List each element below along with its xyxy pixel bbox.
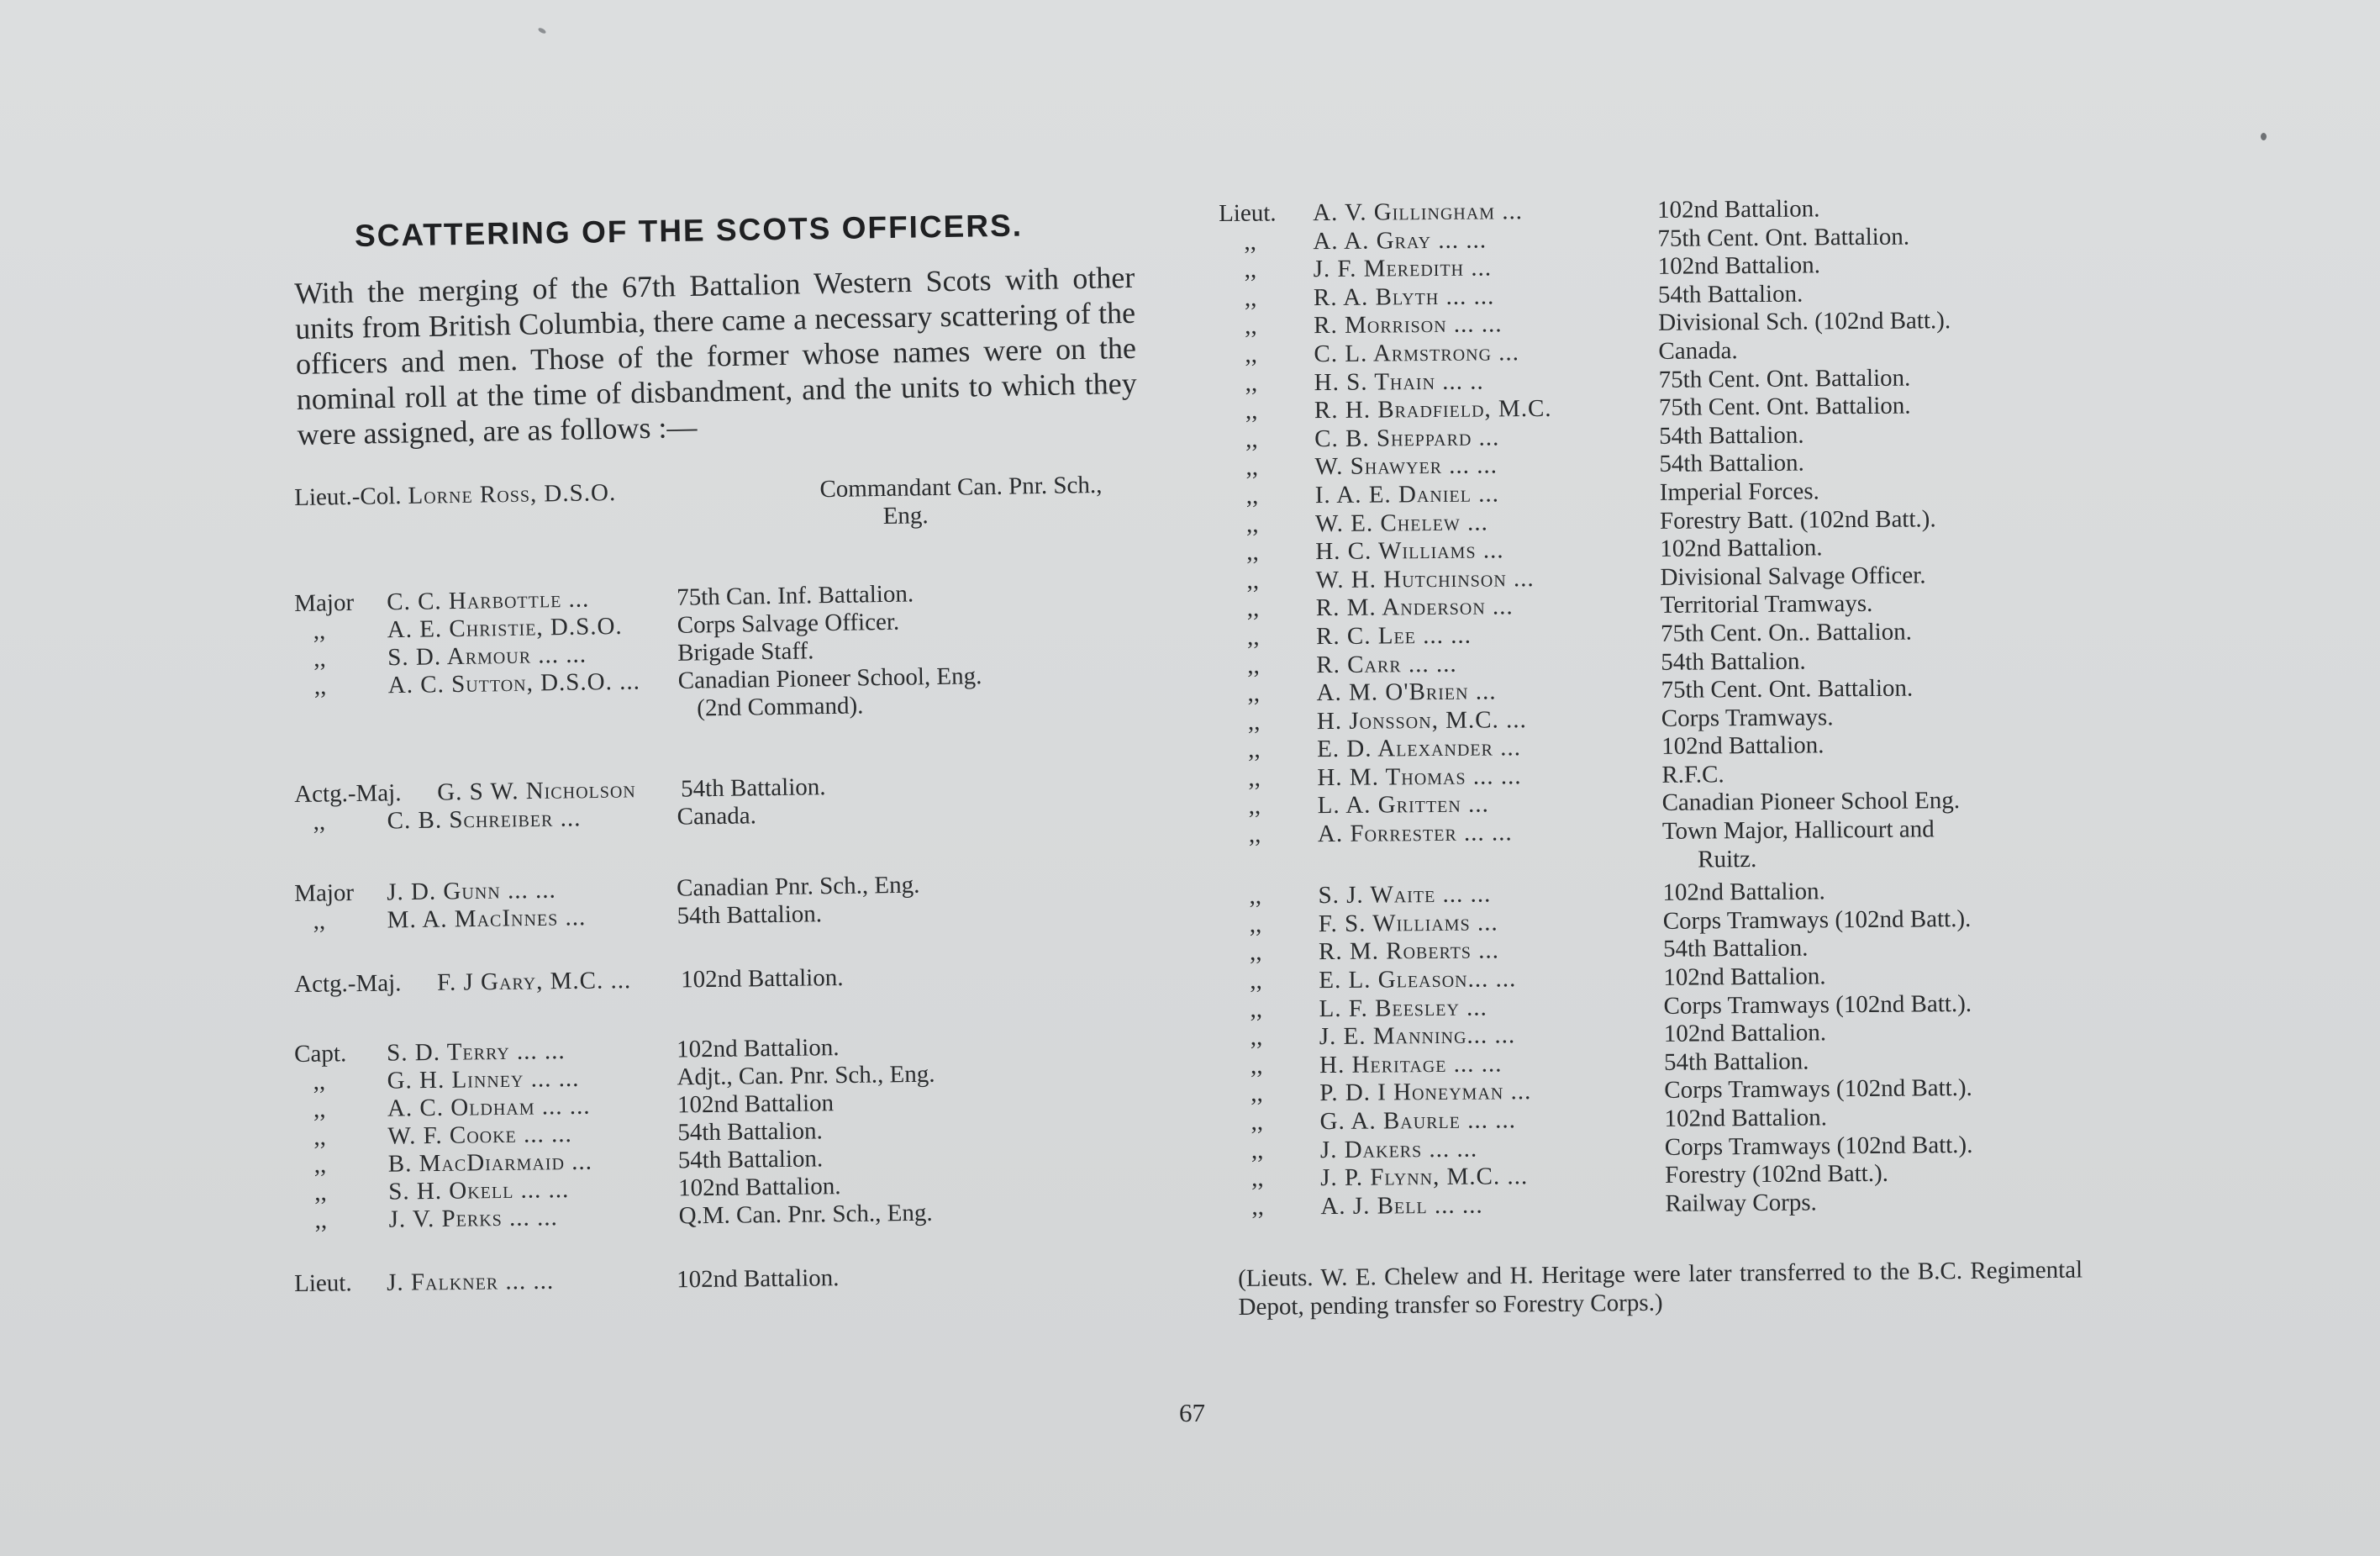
officer-name: A. V. Gillingham ... [1312, 198, 1524, 227]
officer-name: A. M. O'Brien ... [1316, 678, 1497, 707]
assigned-unit: Commandant Can. Pnr. Sch., [819, 471, 1103, 504]
assigned-unit: 75th Cent. Ont. Battalion. [1658, 364, 1911, 393]
officer-rank: ,, [313, 808, 326, 836]
assigned-unit: 54th Battalion. [677, 1117, 823, 1147]
officer-name: G. A. Baurle ... ... [1319, 1106, 1517, 1136]
officer-name [388, 695, 678, 727]
transfer-note: (Lieuts. W. E. Chelew and H. Heritage were later transferred to the B.C. Regimental Depot, pending transfer so Forestry Corps.) [1238, 1256, 2083, 1321]
assigned-unit: Canadian Pioneer School, Eng. [677, 662, 982, 694]
officer-name: G. S W. Nicholson [436, 776, 636, 806]
officer-name: A. C. Oldham ... ... [387, 1092, 591, 1122]
officer-rank: ,, [1245, 369, 1258, 397]
officer-name: F. J Gary, M.C. ... [436, 967, 632, 996]
officer-group [294, 769, 1156, 836]
officer-rank: ,, [1251, 1080, 1263, 1108]
assigned-unit: Corps Tramways. [1661, 703, 1834, 732]
assigned-unit: 102nd Battalion. [1662, 878, 1825, 907]
officer-rank: ,, [1245, 340, 1258, 368]
assigned-unit: 54th Battalion. [1661, 647, 1806, 676]
assigned-unit: (2nd Command). [697, 692, 864, 722]
assigned-unit: 102nd Battalion. [1663, 963, 1826, 991]
officer-name: W. H. Hutchinson ... [1315, 564, 1535, 593]
officer-rank: ,, [1244, 284, 1257, 312]
paper-speck [537, 27, 546, 34]
officer-name: B. MacDiarmaid ... [387, 1147, 593, 1178]
officer-name: I. A. E. Daniel ... [1314, 480, 1500, 509]
officer-rank: ,, [1250, 967, 1262, 994]
officer-name: C. B. Sheppard ... [1314, 424, 1500, 452]
officer-name: C. L. Armstrong ... [1314, 339, 1520, 368]
officer-rank: ,, [1244, 228, 1257, 256]
officer-group [294, 960, 1156, 999]
assigned-unit: 102nd Battalion. [676, 1034, 840, 1063]
page-title: SCATTERING OF THE SCOTS OFFICERS. [354, 208, 1024, 253]
assigned-unit: Eng. [882, 502, 929, 530]
officer-rank: ,, [1245, 453, 1259, 482]
assigned-unit: Q.M. Can. Pnr. Sch., Eng. [678, 1199, 933, 1230]
assigned-unit: 75th Cent. Ont. Battalion. [1661, 674, 1914, 704]
officer-rank: ,, [313, 1123, 327, 1151]
officer-name: H. M. Thomas ... ... [1317, 762, 1522, 791]
officer-rank: ,, [1251, 1193, 1265, 1221]
assigned-unit: 54th Battalion. [680, 773, 826, 803]
officer-rank: ,, [1246, 594, 1260, 623]
officer-rank: ,, [1245, 397, 1258, 425]
officer-name: W. F. Cooke ... ... [387, 1120, 572, 1150]
officer-name: F. S. Williams ... [1318, 909, 1498, 937]
assigned-unit: 102nd Battalion. [677, 1173, 841, 1202]
officer-name: J. Dakers ... ... [1319, 1135, 1478, 1163]
officer-name: A. E. Christie, D.S.O. [387, 612, 623, 644]
officer-name: W. E. Chelew ... [1314, 509, 1488, 537]
officer-rank [295, 510, 388, 540]
officer-rank [296, 699, 389, 729]
officer-name: C. C. Harbottle ... [386, 585, 590, 616]
officer-rank: Actg.-Maj. [294, 969, 402, 998]
assigned-unit: Forestry (102nd Batt.). [1665, 1159, 1889, 1189]
assigned-unit: Divisional Sch. (102nd Batt.). [1658, 307, 1951, 337]
officer-row [294, 960, 1156, 999]
assigned-unit: 102nd Battalion. [676, 1264, 840, 1294]
assigned-unit: 102nd Battalion. [1663, 1019, 1827, 1048]
officer-rank: ,, [1249, 939, 1262, 967]
officer-name: J. V. Perks ... ... [388, 1204, 559, 1233]
assigned-unit: 54th Battalion. [1659, 449, 1804, 478]
officer-name: P. D. I Honeyman ... [1319, 1078, 1532, 1107]
officer-rank: Lieut. [1219, 199, 1277, 227]
officer-rank: ,, [1248, 736, 1261, 764]
officer-name: J. Falkner ... ... [386, 1267, 555, 1296]
officer-name: A. C. Sutton, D.S.O. ... [387, 667, 641, 699]
officer-rank: ,, [1251, 1137, 1264, 1164]
officer-name: R. M. Roberts ... [1318, 936, 1500, 966]
officer-name: Lorne Ross, D.S.O. [408, 478, 617, 509]
officer-name: H. S. Thain ... .. [1314, 367, 1484, 396]
officer-name: L. A. Gritten ... [1317, 790, 1489, 820]
right-officer-list [1219, 193, 2109, 1222]
officer-name: J. E. Manning... ... [1319, 1021, 1516, 1051]
officer-name: A. Forrester ... ... [1317, 819, 1513, 848]
officer-rank [1224, 849, 1318, 878]
assigned-unit: 54th Battalion. [677, 900, 823, 930]
officer-name: S. D. Terry ... ... [386, 1037, 566, 1067]
assigned-unit: 75th Cent. Ont. Battalion. [1657, 223, 1910, 252]
officer-rank: ,, [1251, 1108, 1264, 1136]
officer-name: W. Shawyer ... ... [1314, 451, 1498, 481]
assigned-unit: Canadian Pnr. Sch., Eng. [676, 871, 920, 902]
officer-rank: ,, [1248, 764, 1261, 792]
assigned-unit: Brigade Staff. [677, 637, 814, 667]
assigned-unit: Corps Tramways (102nd Batt.). [1664, 1074, 1972, 1105]
officer-name: E. L. Gleason... ... [1319, 965, 1517, 994]
assigned-unit: 102nd Battalion [677, 1089, 835, 1119]
assigned-unit: 54th Battalion. [677, 1145, 824, 1174]
paper-speck [2261, 133, 2267, 140]
officer-rank: Major [294, 588, 355, 617]
officer-group [294, 471, 1156, 540]
officer-rank: ,, [314, 1206, 328, 1234]
officer-rank: ,, [1250, 1052, 1263, 1079]
officer-name: C. B. Schreiber ... [387, 804, 582, 835]
officer-rank: ,, [1244, 256, 1257, 283]
officer-rank: ,, [1245, 425, 1258, 453]
assigned-unit: 102nd Battalion. [680, 964, 844, 994]
assigned-unit: Corps Salvage Officer. [677, 608, 900, 639]
officer-rank: Lieut.-Col. [294, 483, 402, 511]
officer-name: S. J. Waite ... ... [1318, 880, 1492, 910]
assigned-unit: 102nd Battalion. [1656, 195, 1820, 224]
assigned-unit: 75th Cent. Ont. Battalion. [1658, 392, 1911, 422]
officer-row [294, 1261, 1156, 1298]
officer-rank: ,, [1249, 910, 1262, 938]
officer-name: G. H. Linney ... ... [387, 1064, 580, 1094]
assigned-unit: 75th Can. Inf. Battalion. [676, 580, 914, 611]
left-column [294, 202, 1156, 1298]
assigned-unit: 102nd Battalion. [1661, 731, 1824, 761]
assigned-unit: Railway Corps. [1665, 1189, 1817, 1217]
officer-name: A. J. Bell ... ... [1320, 1191, 1483, 1220]
officer-rank: ,, [313, 1095, 326, 1123]
officer-group [294, 1030, 1158, 1235]
officer-rank: Actg.-Maj. [294, 779, 402, 808]
assigned-unit: 102nd Battalion. [1664, 1104, 1828, 1132]
officer-rank: ,, [1251, 1164, 1264, 1192]
officer-rank: ,, [1247, 651, 1260, 679]
assigned-unit: 102nd Battalion. [1657, 251, 1821, 281]
officer-rank: ,, [1250, 1023, 1263, 1051]
officer-rank: ,, [1245, 482, 1259, 509]
officer-rank: ,, [313, 645, 327, 673]
assigned-unit: Canada. [1658, 337, 1738, 365]
page-number: 67 [1179, 1398, 1205, 1427]
assigned-unit: 102nd Battalion. [1660, 534, 1823, 563]
left-officer-list [294, 471, 1156, 1298]
officer-rank: ,, [313, 617, 326, 645]
officer-name: H. Heritage ... ... [1319, 1050, 1503, 1079]
intro-paragraph: With the merging of the 67th Battalion Western Scots with other units from British Columbia, there came a necessary scattering of the officers and men. Those of the former whose names were on the nominal roll at the time of disbandment, and the units to which they were assigned, are as follows :— [294, 260, 1138, 451]
officer-name: H. Jonsson, M.C. ... [1316, 705, 1527, 735]
officer-rank: ,, [1247, 708, 1261, 736]
assigned-unit: Imperial Forces. [1659, 477, 1819, 506]
officer-rank: Major [294, 879, 355, 907]
assigned-unit: Corps Tramways (102nd Batt.). [1663, 989, 1972, 1020]
officer-group [294, 1261, 1156, 1298]
officer-rank: ,, [1247, 679, 1261, 707]
officer-name: R. C. Lee ... ... [1315, 621, 1472, 651]
officer-name: A. A. Gray ... ... [1313, 226, 1488, 255]
officer-name: J. F. Meredith ... [1313, 254, 1493, 283]
officer-rank: ,, [1245, 313, 1257, 340]
officer-rank: ,, [313, 673, 327, 700]
officer-name: R. A. Blyth ... ... [1313, 282, 1495, 311]
assigned-unit: Corps Tramways (102nd Batt.). [1662, 905, 1972, 935]
officer-rank: Capt. [294, 1040, 347, 1068]
officer-rank: ,, [314, 1179, 327, 1206]
officer-rank: ,, [1248, 820, 1261, 848]
officer-name: S. D. Armour ... ... [387, 641, 587, 672]
officer-rank: ,, [1248, 793, 1261, 820]
assigned-unit: R.F.C. [1661, 761, 1724, 789]
officer-name: R. H. Bradfield, M.C. [1314, 395, 1552, 425]
officer-name: J. D. Gunn ... ... [386, 876, 556, 906]
assigned-unit: Corps Tramways (102nd Batt.). [1664, 1131, 1973, 1161]
officer-rank: ,, [1250, 995, 1263, 1023]
officer-rank: ,, [1246, 567, 1260, 594]
officer-group [294, 577, 1157, 729]
officer-rank: Lieut. [294, 1269, 352, 1297]
assigned-unit: Town Major, Hallicourt and [1661, 815, 1935, 845]
assigned-unit: 54th Battalion. [1662, 934, 1809, 963]
officer-rank: ,, [1246, 538, 1259, 566]
assigned-unit: Divisional Salvage Officer. [1660, 562, 1926, 591]
assigned-unit: Forestry Batt. (102nd Batt.). [1659, 504, 1936, 535]
assigned-unit: 75th Cent. On.. Battalion. [1660, 618, 1913, 647]
officer-name: L. F. Beesley ... [1319, 994, 1488, 1022]
officer-rank: ,, [1249, 882, 1262, 910]
officer-name: E. D. Alexander ... [1317, 734, 1522, 763]
officer-row [1224, 842, 2106, 878]
assigned-unit: 54th Battalion. [1657, 280, 1803, 309]
officer-rank: ,, [1246, 623, 1260, 651]
officer-rank: ,, [313, 1151, 327, 1179]
assigned-unit: Ruitz. [1698, 845, 1757, 873]
assigned-unit: Canadian Pioneer School Eng. [1661, 787, 1961, 817]
officer-name: H. C. Williams ... [1315, 536, 1504, 566]
assigned-unit: 54th Battalion. [1659, 421, 1804, 450]
officer-rank: ,, [313, 1068, 326, 1095]
officer-rank: ,, [1245, 510, 1259, 538]
officer-group [294, 868, 1156, 936]
officer-name [1318, 847, 1662, 878]
officer-name: R. Morrison ... ... [1314, 310, 1503, 340]
officer-row [1226, 1186, 2109, 1221]
officer-name: R. Carr ... ... [1316, 650, 1457, 678]
assigned-unit: 54th Battalion. [1663, 1047, 1809, 1076]
right-column [1219, 195, 2101, 1221]
assigned-unit: Canada. [677, 802, 757, 831]
assigned-unit: Adjt., Can. Pnr. Sch., Eng. [677, 1060, 935, 1091]
officer-rank: ,, [313, 907, 326, 935]
assigned-unit: Territorial Tramways. [1660, 590, 1873, 620]
officer-name: M. A. MacInnes ... [387, 904, 587, 934]
officer-name: J. P. Flynn, M.C. ... [1320, 1163, 1529, 1192]
officer-name: R. M. Anderson ... [1315, 593, 1514, 622]
officer-name: S. H. Okell ... ... [388, 1176, 570, 1205]
